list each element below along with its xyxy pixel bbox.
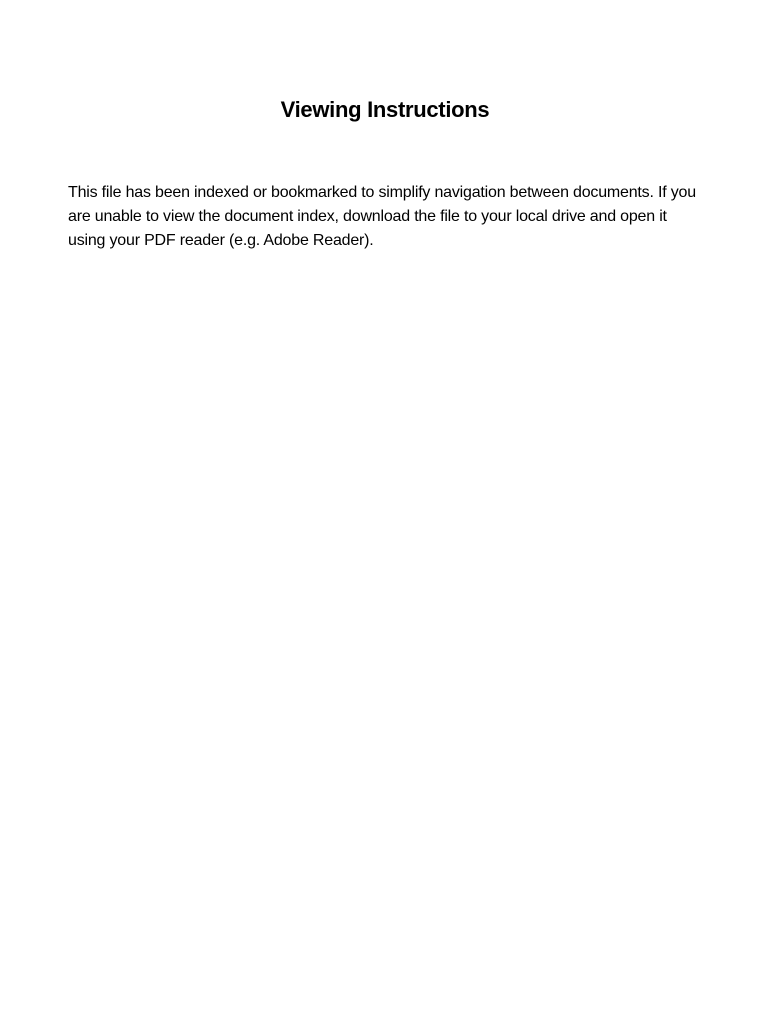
instructions-paragraph: This file has been indexed or bookmarked to simplify navigation between documents. If you are unable to view the document index, download the file to your local drive and open it using your PDF reader (e.g. Adobe Reader). bbox=[68, 184, 696, 249]
page-title: Viewing Instructions bbox=[280, 97, 490, 122]
